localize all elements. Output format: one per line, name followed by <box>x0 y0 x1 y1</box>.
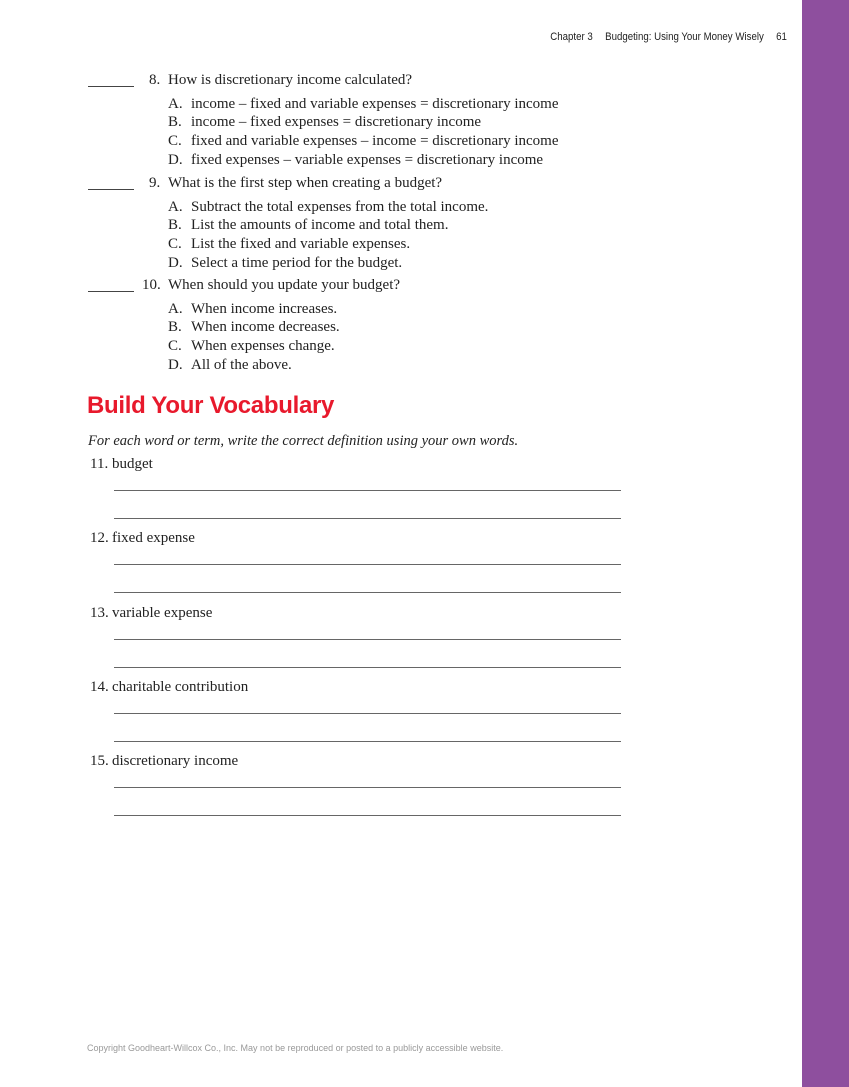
definition-line[interactable] <box>114 639 621 640</box>
section-heading: Build Your Vocabulary <box>87 392 335 419</box>
option-letter: B. <box>168 114 182 130</box>
question-text: What is the first step when creating a budget? <box>168 175 443 191</box>
option-letter: D. <box>168 152 183 168</box>
option-text: List the amounts of income and total them. <box>191 217 449 233</box>
definition-line[interactable] <box>114 713 621 714</box>
option-letter: C. <box>168 133 182 149</box>
option-letter: D. <box>168 255 183 271</box>
option-text: When expenses change. <box>191 338 335 354</box>
question-number: 8. <box>149 72 161 88</box>
option-letter: A. <box>168 199 183 215</box>
chapter-title: Budgeting: Using Your Money Wisely <box>605 31 764 43</box>
copyright-footer: Copyright Goodheart-Willcox Co., Inc. May not be reproduced or posted to a publicly accessible website. <box>87 1043 504 1053</box>
option-text: All of the above. <box>191 357 292 373</box>
vocab-number: 13. <box>90 604 109 621</box>
definition-line[interactable] <box>114 490 621 491</box>
option-letter: C. <box>168 338 182 354</box>
option-letter: A. <box>168 301 183 317</box>
running-header <box>538 31 787 43</box>
option-text: When income increases. <box>191 301 338 317</box>
option-letter: A. <box>168 96 183 112</box>
vocab-number: 14. <box>90 678 109 695</box>
option-text: income – fixed and variable expenses = discretionary income <box>191 96 559 112</box>
option-text: When income decreases. <box>191 319 340 335</box>
question-number: 9. <box>149 175 161 191</box>
vocab-term: charitable contribution <box>112 678 249 695</box>
answer-blank[interactable] <box>88 86 134 87</box>
definition-line[interactable] <box>114 741 621 742</box>
vocab-number: 11. <box>90 456 109 472</box>
definition-line[interactable] <box>114 592 621 593</box>
definition-line[interactable] <box>114 815 621 816</box>
question-text: How is discretionary income calculated? <box>168 72 413 88</box>
vocab-term: fixed expense <box>112 530 195 547</box>
option-text: income – fixed expenses = discretionary income <box>191 114 482 130</box>
option-letter: D. <box>168 357 183 373</box>
definition-line[interactable] <box>114 564 621 565</box>
vocab-number: 12. <box>90 530 109 547</box>
vocab-term: discretionary income <box>112 753 239 770</box>
vocab-number: 15. <box>90 753 109 770</box>
option-text: fixed expenses – variable expenses = discretionary income <box>191 152 544 168</box>
definition-line[interactable] <box>114 667 621 668</box>
chapter-label: Chapter 3 <box>550 31 593 43</box>
option-text: Select a time period for the budget. <box>191 255 403 271</box>
page-number: 61 <box>776 31 787 43</box>
option-letter: B. <box>168 319 182 335</box>
option-text: fixed and variable expenses – income = discretionary income <box>191 133 559 149</box>
side-color-band <box>802 0 849 1087</box>
question-text: When should you update your budget? <box>168 277 401 293</box>
vocab-term: variable expense <box>112 604 213 621</box>
option-letter: B. <box>168 217 182 233</box>
option-text: List the fixed and variable expenses. <box>191 236 411 252</box>
option-text: Subtract the total expenses from the total income. <box>191 199 489 215</box>
answer-blank[interactable] <box>88 291 134 292</box>
instructions: For each word or term, write the correct definition using your own words. <box>88 433 519 449</box>
option-letter: C. <box>168 236 182 252</box>
answer-blank[interactable] <box>88 189 134 190</box>
question-number: 10. <box>142 277 161 293</box>
definition-line[interactable] <box>114 518 621 519</box>
definition-line[interactable] <box>114 787 621 788</box>
vocab-term: budget <box>112 456 153 472</box>
